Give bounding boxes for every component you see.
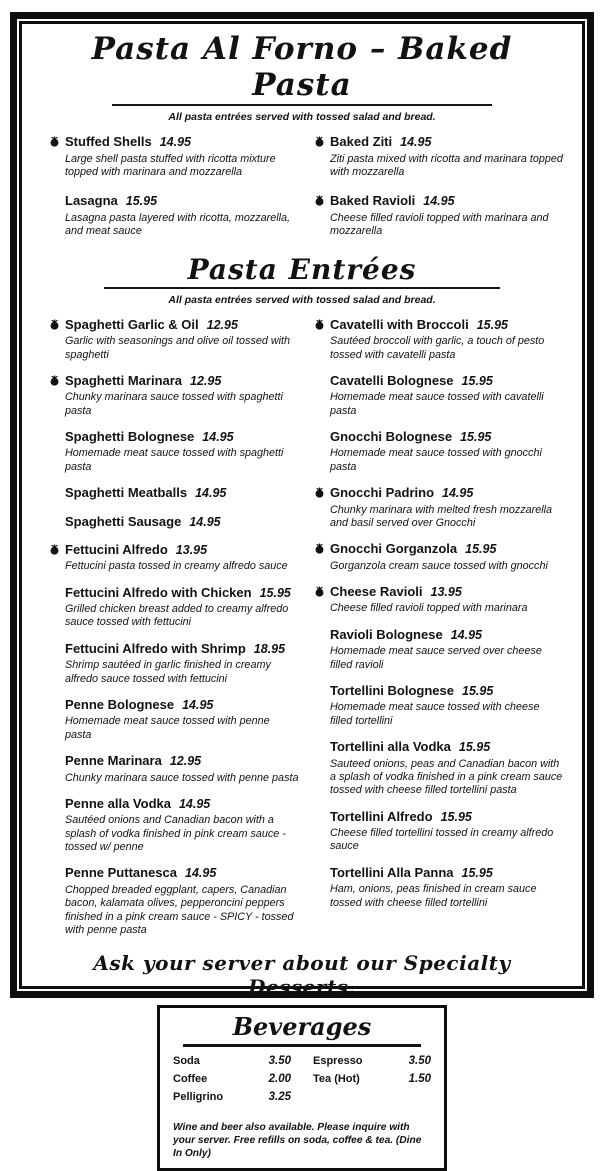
item-price: 15.95 [440, 809, 472, 824]
menu-item [315, 808, 564, 854]
beverage-name: Tea (Hot) [313, 1072, 360, 1085]
item-header [330, 133, 564, 151]
item-name: Baked Ziti [330, 134, 393, 150]
item-description: Gorganzola cream sauce tossed with gnocchi [330, 559, 548, 572]
item-price: 14.95 [195, 486, 227, 501]
item-description: Ham, onions, peas finished in cream sauce tossed with cheese filled tortellini [330, 883, 537, 909]
beverage-row [313, 1073, 431, 1085]
item-price: 18.95 [253, 641, 286, 656]
item-price: 12.95 [169, 754, 202, 769]
item-header [65, 484, 299, 502]
menu-item [50, 584, 299, 630]
menu-item [50, 192, 299, 238]
item-header [65, 584, 299, 602]
beverages-column-left [173, 1055, 291, 1117]
section-note: All pasta entrées served with tossed salad and bread. [168, 111, 436, 124]
beverage-row [173, 1055, 291, 1067]
item-name: Cavatelli with Broccoli [330, 316, 469, 332]
menu-item [315, 583, 564, 616]
item-price: 14.95 [185, 866, 217, 881]
beverage-price: 3.25 [268, 1090, 291, 1103]
item-description: Fettucini pasta tossed in creamy alfredo sauce [65, 560, 288, 573]
item-name: Stuffed Shells [65, 134, 152, 150]
item-description: Garlic with seasonings and olive oil tossed with spaghetti [65, 335, 291, 361]
item-price: 14.95 [450, 627, 482, 642]
tomato-icon [49, 134, 60, 152]
item-description: Sautéed onions and Canadian bacon with a splash of vodka finished in pink cream sauce - tossed w/ penne [65, 814, 286, 854]
item-name: Penne Bolognese [65, 697, 175, 712]
beverage-price: 2.00 [268, 1072, 291, 1085]
title-underline [104, 287, 500, 289]
item-name: Tortellini Bolognese [330, 682, 454, 698]
beverage-row [313, 1055, 431, 1067]
beverage-name: Espresso [313, 1054, 363, 1067]
item-header [330, 808, 564, 826]
item-price: 14.95 [202, 430, 234, 445]
item-price: 14.95 [159, 135, 191, 150]
item-description: Chunky marinara sauce tossed with penne pasta [65, 771, 299, 784]
item-price: 13.95 [175, 542, 208, 557]
item-price: 15.95 [460, 430, 492, 445]
item-name: Spaghetti Garlic & Oil [65, 316, 199, 332]
items-column-left [50, 316, 299, 948]
item-price: 14.95 [442, 486, 474, 501]
item-header [330, 864, 564, 882]
item-name: Tortellini Alla Panna [330, 864, 454, 880]
item-description: Chopped breaded eggplant, capers, Canadian bacon, kalamata olives, pepperoncini peppers finished in a pink cream sauce - SPICY - tossed with penne pasta [65, 883, 294, 936]
item-price: 12.95 [190, 373, 222, 388]
menu-item [315, 133, 564, 179]
item-description: Cheese filled ravioli topped with marinara [330, 602, 528, 615]
tomato-icon [49, 373, 60, 391]
menu-item [50, 513, 299, 531]
item-header [65, 133, 299, 151]
menu-page-frame [10, 12, 594, 1160]
item-header [330, 372, 564, 390]
item-description: Homemade meat sauce served over cheese filled ravioli [330, 645, 542, 671]
item-price: 13.95 [430, 585, 462, 600]
item-header [330, 484, 564, 502]
item-name: Spaghetti Meatballs [65, 485, 188, 501]
item-name: Gnocchi Bolognese [330, 429, 453, 445]
item-header [330, 626, 564, 644]
item-description: Homemade meat sauce tossed with penne pasta [65, 715, 270, 741]
item-price: 15.95 [462, 683, 494, 698]
menu-item [50, 541, 299, 574]
item-price: 14.95 [182, 698, 214, 712]
menu-item [315, 484, 564, 530]
item-name: Baked Ravioli [330, 193, 416, 209]
menu-item [315, 864, 564, 910]
item-name: Gnocchi Padrino [330, 485, 435, 501]
section-pasta-entrees [38, 254, 566, 948]
section-note: All pasta entrées served with tossed salad and bread. [168, 293, 436, 306]
section-title: Pasta Al Forno – Baked Pasta [91, 31, 513, 103]
item-header [65, 192, 299, 210]
tomato-icon [314, 584, 325, 602]
beverages-box [157, 1005, 447, 1171]
item-description: Homemade meat sauce tossed with spaghetti pasta [65, 447, 284, 473]
item-header [65, 696, 299, 714]
menu-item [50, 864, 299, 937]
item-name: Fettucini Alfredo with Shrimp [65, 640, 246, 656]
item-description: Homemade meat sauce tossed with gnocchi pasta [330, 447, 542, 473]
menu-item [50, 484, 299, 502]
item-price: 15.95 [476, 317, 508, 332]
item-description: Sautéed broccoli with garlic, a touch of pesto tossed with cavatelli pasta [330, 335, 545, 361]
beverages-columns [173, 1055, 431, 1117]
tomato-icon [314, 541, 325, 559]
item-name: Cheese Ravioli [330, 584, 423, 600]
menu-item [50, 752, 299, 785]
item-name: Penne Marinara [65, 753, 162, 769]
item-name: Fettucini Alfredo [65, 541, 168, 557]
tomato-icon [49, 542, 60, 560]
item-description: Ziti pasta mixed with ricotta and marinara topped with mozzarella [330, 152, 563, 179]
menu-item [50, 316, 299, 362]
menu-page [19, 21, 585, 1160]
item-header [65, 864, 299, 882]
item-header [65, 316, 299, 334]
item-header [65, 541, 299, 559]
item-name: Spaghetti Sausage [65, 513, 182, 529]
item-price: 14.95 [423, 194, 455, 209]
item-name: Penne Puttanesca [65, 865, 177, 881]
beverage-row [173, 1073, 291, 1085]
items-column-right [315, 133, 564, 251]
tomato-icon [49, 317, 60, 335]
item-price: 12.95 [206, 317, 238, 332]
menu-item [50, 795, 299, 855]
item-price: 15.95 [461, 373, 493, 388]
item-price: 15.95 [461, 865, 493, 880]
item-price: 15.95 [465, 542, 497, 557]
tomato-icon [314, 134, 325, 152]
item-price: 14.95 [400, 135, 432, 150]
menu-item [315, 316, 564, 362]
menu-item [50, 696, 299, 742]
item-price: 15.95 [259, 585, 291, 600]
item-price: 14.95 [189, 514, 221, 529]
item-header [65, 513, 299, 531]
beverage-price: 3.50 [268, 1054, 291, 1067]
item-header [330, 428, 564, 446]
item-name: Lasagna [65, 193, 118, 209]
menu-item [50, 640, 299, 686]
menu-item [315, 540, 564, 573]
beverage-name: Pelligrino [173, 1090, 224, 1103]
beverages-title: Beverages [232, 1012, 372, 1042]
beverages-footer: Wine and beer also available. Please inquire with your server. Free refills on soda, coffee & tea. (Dine In Only) [173, 1121, 422, 1160]
desserts-note: Ask your server about our Specialty Desserts. [93, 951, 511, 1000]
item-name: Spaghetti Marinara [65, 372, 183, 388]
beverage-row [173, 1091, 291, 1103]
item-name: Fettucini Alfredo with Chicken [65, 584, 252, 600]
tomato-icon [314, 193, 325, 211]
title-underline [112, 104, 492, 106]
beverage-price: 3.50 [408, 1054, 431, 1067]
item-description: Chunky marinara with melted fresh mozzarella and basil served over Gnocchi [330, 503, 553, 529]
item-name: Gnocchi Gorganzola [330, 541, 458, 557]
item-header [65, 752, 299, 770]
item-name: Penne alla Vodka [65, 795, 171, 811]
item-description: Homemade meat sauce tossed with cheese filled tortellini [330, 701, 540, 727]
item-header [330, 583, 564, 601]
item-description: Chunky marinara sauce tossed with spaghetti pasta [65, 391, 283, 417]
beverage-name: Coffee [173, 1072, 208, 1085]
item-header [65, 640, 299, 658]
beverages-column-right [313, 1055, 431, 1117]
item-header [65, 428, 299, 446]
section-pasta-al-forno [38, 32, 566, 252]
item-name: Spaghetti Bolognese [65, 429, 195, 445]
item-description: Large shell pasta stuffed with ricotta mixture topped with marinara and mozzarella [65, 152, 276, 179]
items-column-left [50, 133, 299, 251]
section-columns [38, 131, 566, 251]
item-price: 15.95 [458, 740, 491, 755]
item-header [330, 540, 564, 558]
menu-item [315, 682, 564, 728]
menu-item [315, 428, 564, 474]
menu-item [315, 738, 564, 798]
beverage-price: 1.50 [408, 1072, 431, 1085]
item-description: Sauteed onions, peas and Canadian bacon with a splash of vodka finished in a pink cream sauce tossed with cheese filled tortellini pasta [330, 757, 563, 797]
menu-item [315, 372, 564, 418]
menu-item [50, 372, 299, 418]
section-columns [38, 314, 566, 948]
item-header [330, 682, 564, 700]
beverage-name: Soda [173, 1054, 200, 1067]
item-description: Cheese filled tortellini tossed in creamy alfredo sauce [330, 827, 554, 853]
item-description: Grilled chicken breast added to creamy alfredo sauce tossed with fettucini [65, 603, 289, 629]
menu-item [50, 428, 299, 474]
item-name: Tortellini alla Vodka [330, 739, 451, 755]
menu-item [315, 626, 564, 672]
menu-item [50, 133, 299, 179]
item-name: Ravioli Bolognese [330, 626, 443, 642]
item-name: Tortellini Alfredo [330, 808, 433, 824]
item-price: 14.95 [178, 796, 211, 811]
beverages-underline [183, 1044, 420, 1047]
item-header [65, 795, 299, 813]
item-header [330, 738, 564, 756]
item-description: Shrimp sautéed in garlic finished in creamy alfredo sauce tossed with fettucini [65, 659, 271, 685]
item-description: Cheese filled ravioli topped with marinara and mozzarella [330, 211, 549, 238]
item-name: Cavatelli Bolognese [330, 372, 454, 388]
item-description: Lasagna pasta layered with ricotta, mozzarella, and meat sauce [65, 211, 291, 238]
menu-item [315, 192, 564, 238]
item-header [330, 316, 564, 334]
item-price: 15.95 [125, 194, 158, 209]
item-header [65, 372, 299, 390]
section-title: Pasta Entrées [187, 252, 417, 286]
items-column-right [315, 316, 564, 948]
item-description: Homemade meat sauce tossed with cavatelli pasta [330, 391, 544, 417]
tomato-icon [314, 317, 325, 335]
tomato-icon [314, 485, 325, 503]
item-header [330, 192, 564, 210]
